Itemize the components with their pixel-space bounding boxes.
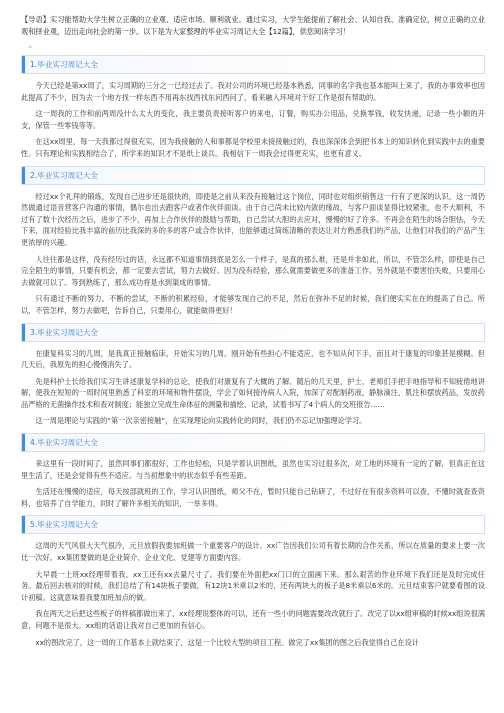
guide-lead: 【导语】 xyxy=(21,15,51,24)
section-paragraph: 大早晨一上班xx经理带着我、xx工还有xx去量尺寸了。我们要在外面把xx门口的立面画下来。那么艰苦的作业环境下我们还是及时完成任务。最后回去核对的时候，我们总结了有14块板子要做，有12块1米乘以2米的，还有两块大的板子是8米乘以6米的。元旦结束客户就要看图的设计初稿。这就意味着我要加班加点的做。 xyxy=(21,569,485,602)
section-heading xyxy=(21,515,485,534)
section-heading xyxy=(21,323,485,342)
section-heading xyxy=(21,433,485,452)
section-heading xyxy=(21,55,485,74)
section-paragraph: 只有通过不断的努力，不断的尝试，不断的积累经验，才能够发现自己的不足，然后在弥补不足的时候，我们便实实在在的提高了自己。所以，不管怎样，努力去做吧，告诉自己，只要用心，就能做得更好！ xyxy=(21,294,485,315)
section-title: 2.毕业实习周记大全 xyxy=(30,170,98,180)
section-paragraph: 在这xx周里，每一天我都过得很充实，因为我接触的人和事都是学校里未接接触过的，我也深深体会到把书本上的知识转化到实践中去的重要性。只有理论和实践相结合了，所学来的知识才不是纸上谈兵。我相信下一周我会过得更充实，也更有意义。 xyxy=(21,137,485,158)
section-1 xyxy=(21,55,485,160)
section-paragraph: 今天已经是第xx周了，实习周期的三分之一已经过去了。我对公司的环境已经基本熟悉，同事的名字我也基本能叫上来了，我的办事效率也因此提高了不少，因为去一个地方找一样东西不用再东找西找东问西问了，看来融入环境对干好工作是很有帮助的。 xyxy=(21,81,485,102)
section-3 xyxy=(21,323,485,428)
section-title: 1.毕业实习周记大全 xyxy=(30,60,98,69)
section-paragraph: 在康复科实习的几周，是我真正接触临床，开始实习的几周。刚开始有些担心不能适应，也不知从何下手，而且对于康复的印象甚是模糊。但几天后，我原先的担心慢慢消失了。 xyxy=(21,348,485,370)
section-accent-bar xyxy=(22,324,25,341)
section-accent-bar xyxy=(22,434,25,451)
section-4 xyxy=(21,433,485,509)
section-paragraph: 经过xx个礼拜的锻炼，发现自己进步还是很快的，即使是之前从来没有接触过这个岗位，同时也对组织销售这一行有了更深的认识，这一周仍然做通过语音营客户沟通的事情，偶尔也出去跑客户或者作伙伴面谈。由于自己尚未比较内敛的缘故，与客户面谈显得比较紧张，也不大顺利，不过有了数十次经历之后，进步了不少，再加上合作伙伴的鼓励与帮助，自己尝试大胆的去应对，慢慢的好了许多。不再会在陌生的场合胆怯，今天下来，面对经验比我丰富的前历比我深的多的多的客户或合作伙伴，也能够通过简练清晰的表达让对方熟悉我们的产品，让他们对我们的产品产生更浓厚的兴趣。 xyxy=(21,191,485,247)
section-paragraph: 这一周我的工作和前两周没什么太大的变化，我主要负责接听客户的来电，订餐，购买办公用品，兑换零钱，收发快递，记录一些小额的开支，保管一些零钱等等。 xyxy=(21,109,485,130)
sections-container xyxy=(21,55,485,648)
section-accent-bar xyxy=(22,167,25,184)
section-paragraph: 这一周是理论与实践的“第一次亲密接触”，在实现理论向实践转化的同时，我们仍不忘记加强理论学习。 xyxy=(35,416,367,426)
section-title: 5.毕业实习周记大全 xyxy=(30,520,98,530)
section-paragraph: 这周的天气风很大天气很冷，元旦放假我要加班做一个重要客户的设计。xx广告因我们公司有着长期的合作关系，所以在质量的要求上要一次比一次好。xx集团要做的是企业简介、企业文化、党建等方面要内容。 xyxy=(21,541,485,563)
section-paragraph: 人往往都是这样，没有经历过的话，永远都不知道事情到底是怎么一个样子，是真的那么难，还是并非如此，所以，不管怎么样，即使是自己完全陌生的事情，只要有机会，都一定要去尝试，努力去做好。因为没有经验，那么就需要做更多的准备工作。另外就是不要害怕失败，只要用心去做就可以了。等到熟练了，那么成功将是水到渠成的事情。 xyxy=(21,254,485,287)
section-paragraph: 生活还在慢慢的适应，每天按部就班的工作，学习认识图纸，师父不在，暂时只能自己钻研了，不过好在有很多资料可以查，不懂时就查查资料，也培养了自学能力，同时了解许多相关的知识，一举多得。 xyxy=(21,487,485,508)
section-accent-bar xyxy=(22,516,25,533)
guide-text: 实习能帮助大学生树立正确的立业观、适应市场、顺利就业。通过实习，大学生能提前了解社会、认知自我、准确定位，树立正确的立业观和择业观，迈出走向社会的第一步。以下是为大家整理的毕业实习周记大全【12篇】，供您阅读学习！ xyxy=(21,15,485,36)
section-paragraph: 我在两天之后把这些板子的样稿都做出来了，xx经理说整体的可以，还有一些小的问题需要改改就行了。改完了以xx组审稿的时候xx组说很满意，问题不是很大。xx组的话语让我对自己更加的有信心。 xyxy=(21,609,485,630)
guide-dot: 。 xyxy=(29,41,36,49)
section-paragraph: 来这里有一段时间了，虽然同事们都很好，工作也轻松，只是学着认识图纸，虽然也实习过很多次，对工地的环境有一定的了解，但真正在这里生活了，还是会觉得有些不适应。与当初想象中的状态似乎有些差距。 xyxy=(21,459,485,480)
section-paragraph: xx的图改完了，这一周的工作基本上就结束了，这是一个比较大型的项目工程。做完了xx集团的图之后我觉得自己在设计 xyxy=(35,637,419,647)
section-title: 3.毕业实习周记大全 xyxy=(30,327,98,337)
guide-paragraph xyxy=(21,14,485,37)
section-2 xyxy=(21,166,485,317)
section-accent-bar xyxy=(22,56,25,73)
section-title: 4.毕业实习周记大全 xyxy=(30,438,98,448)
section-paragraph: 先是科护士长给我们实习生讲述康复学科的总论，使我们对康复有了大概的了解。随后的几天里，护士、老师们手把手地指导和不知疲倦地讲解，使我在短短的一周时间里熟悉了科室的环境和物件摆设，学会了如何接待病人入院，加深了对配制药液，静脉滴注，肌注和摆放药品，发放药品严格的无菌操作技术和查对制度；能独立完成生命体征的测量和描绘、记录，试着书写了4个病人的交班报告…… xyxy=(21,376,485,409)
section-heading xyxy=(21,166,485,185)
section-5 xyxy=(21,515,485,648)
